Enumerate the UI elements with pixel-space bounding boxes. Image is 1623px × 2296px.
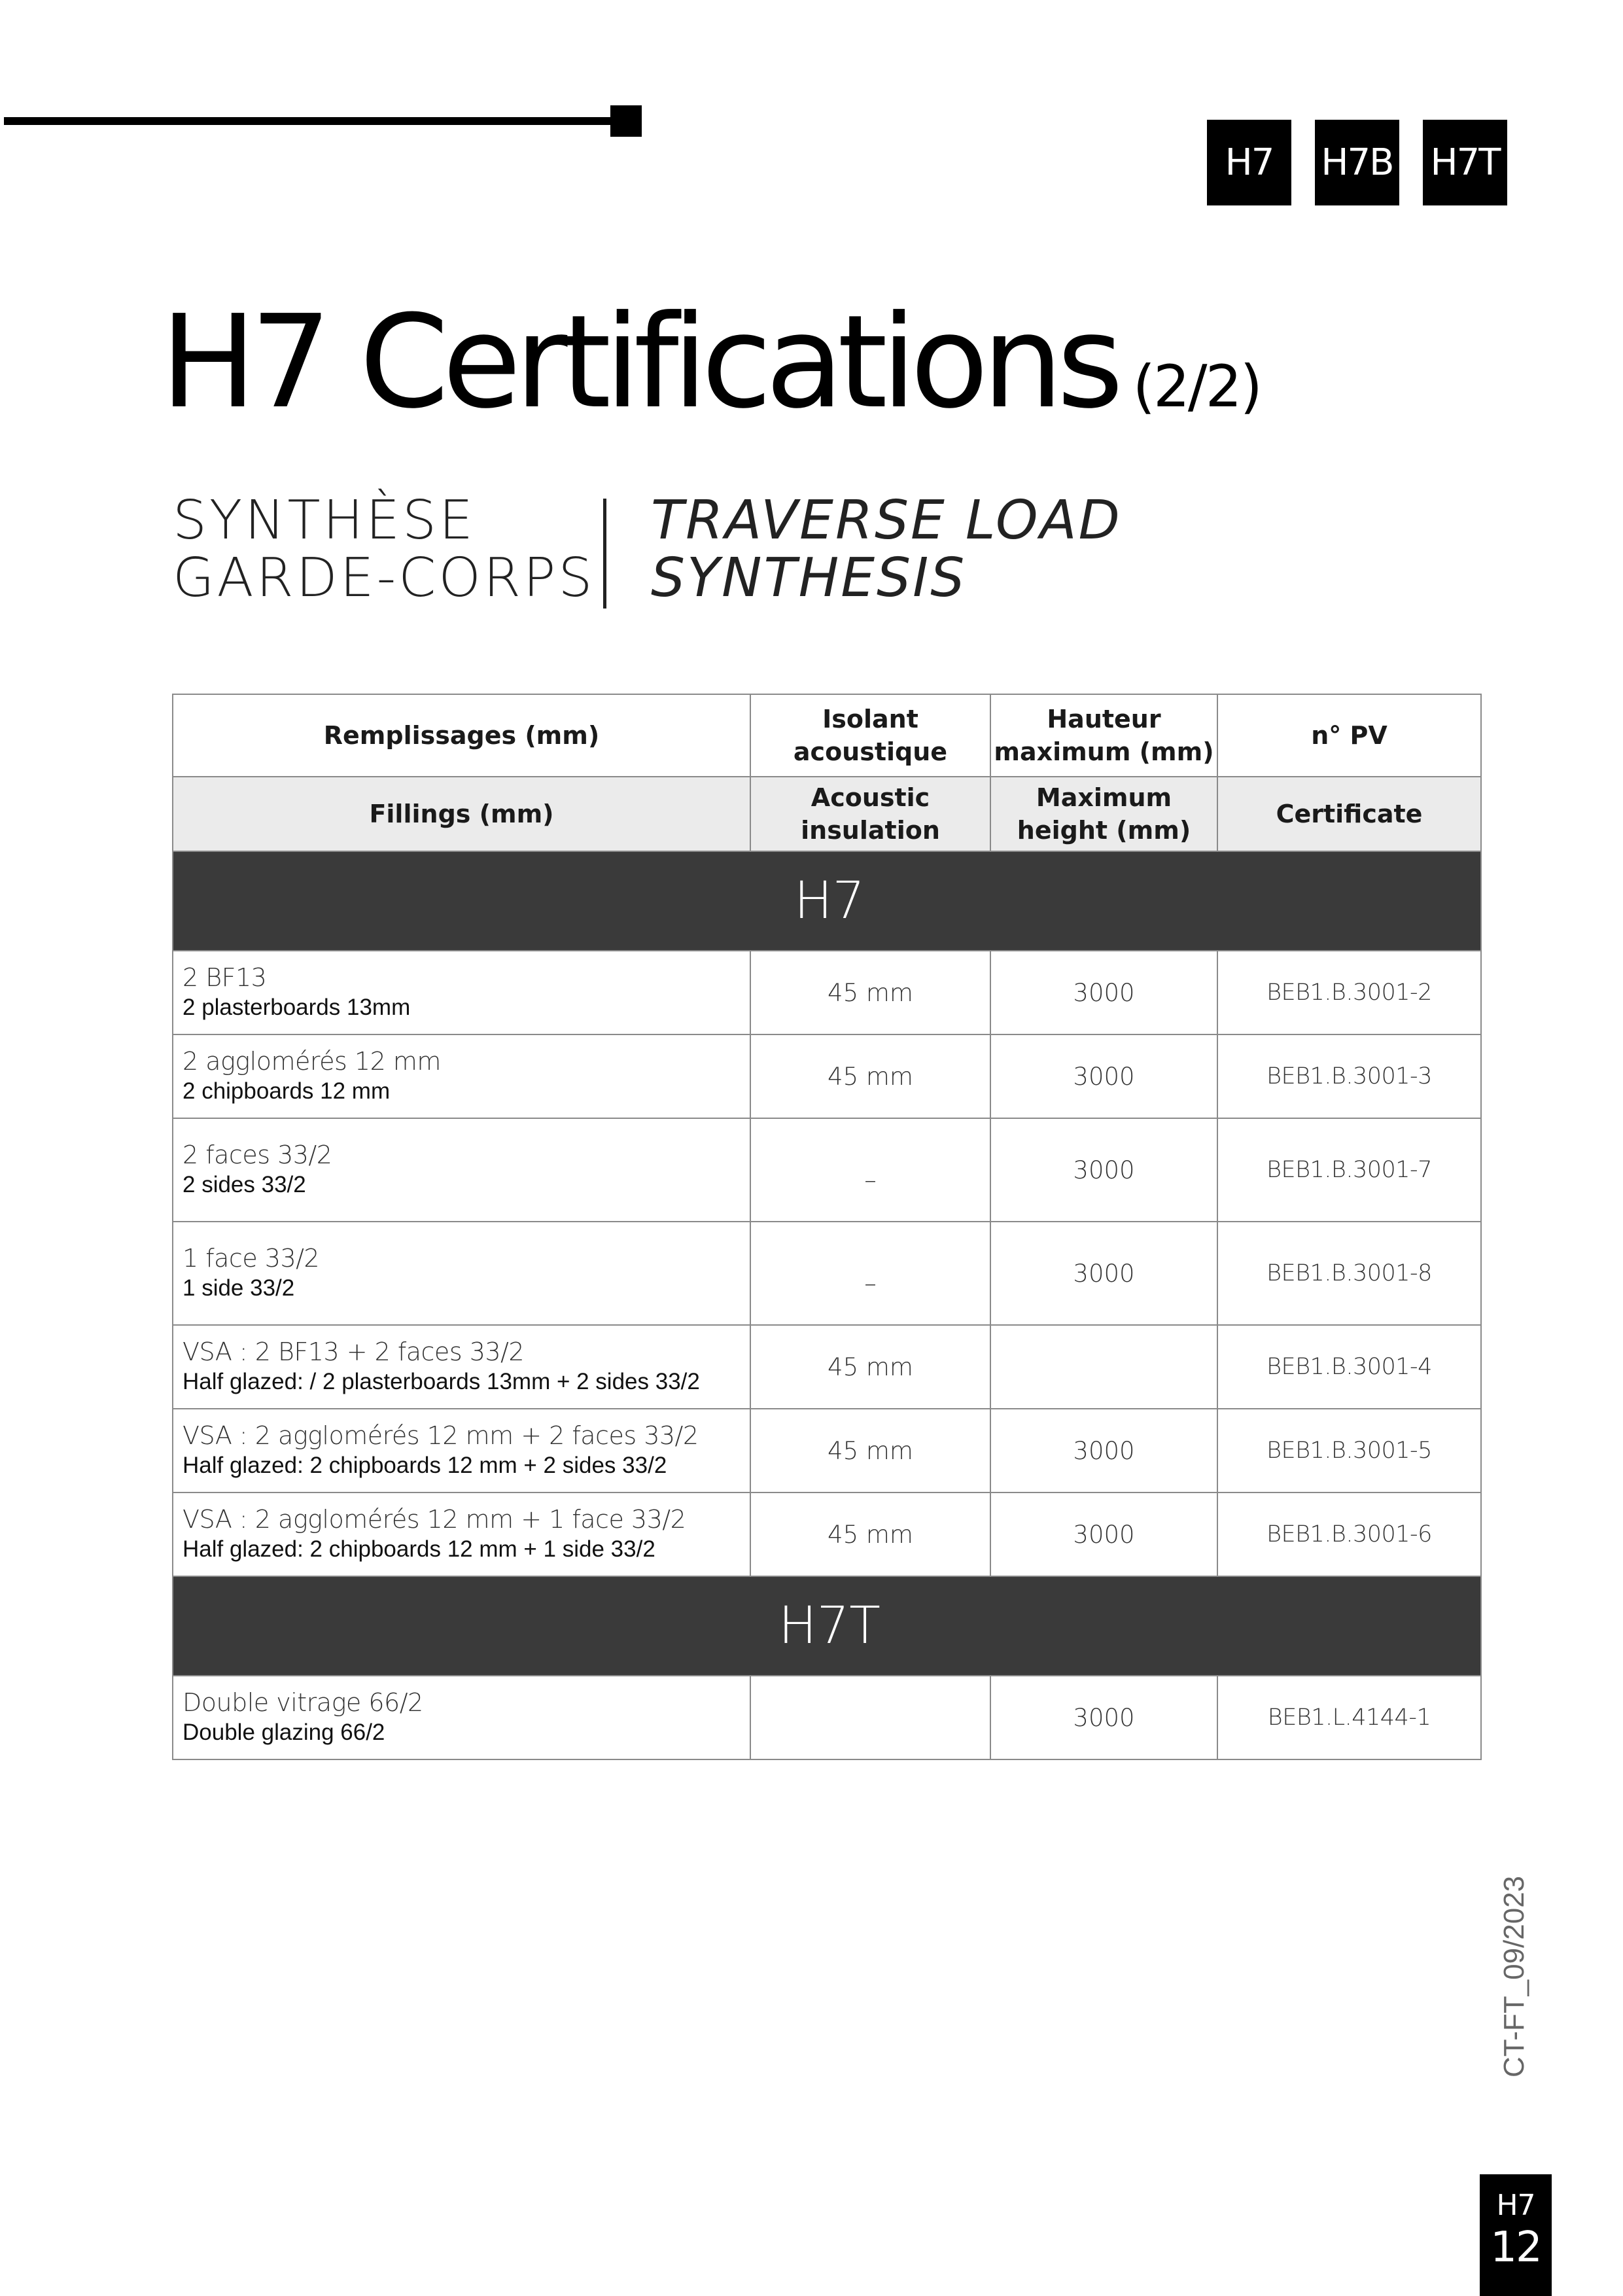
header-acoustic-fr bbox=[750, 694, 990, 777]
table-row bbox=[173, 1118, 1481, 1222]
certificate-cell: BEB1.B.3001-7 bbox=[1217, 1118, 1481, 1222]
header-acoustic-en-l2: insulation bbox=[801, 816, 940, 845]
header-acoustic-fr-l1: Isolant bbox=[822, 705, 918, 733]
filling-fr: 1 face 33/2 bbox=[183, 1244, 320, 1273]
header-height-en-l2: height (mm) bbox=[1017, 816, 1191, 845]
acoustic-cell: – bbox=[750, 1222, 990, 1325]
subtitle-en-line1: TRAVERSE LOAD bbox=[651, 489, 1122, 552]
certificate-cell: BEB1.B.3001-5 bbox=[1217, 1409, 1481, 1492]
page-title-main: H7 Certifications bbox=[160, 288, 1117, 437]
section-title: H7 bbox=[794, 872, 865, 930]
certificate-cell: BEB1.L.4144-1 bbox=[1217, 1676, 1481, 1759]
table-row bbox=[173, 1492, 1481, 1576]
filling-cell bbox=[173, 1325, 750, 1409]
filling-fr: 2 faces 33/2 bbox=[183, 1140, 332, 1169]
certificate-cell: BEB1.B.3001-3 bbox=[1217, 1034, 1481, 1118]
header-height-fr-l1: Hauteur bbox=[1047, 705, 1161, 733]
filling-cell bbox=[173, 1492, 750, 1576]
top-rule bbox=[4, 117, 619, 125]
badge-h7: H7 bbox=[1207, 120, 1291, 205]
header-row-en bbox=[173, 777, 1481, 851]
height-cell bbox=[990, 1325, 1217, 1409]
subtitle-fr bbox=[173, 489, 595, 609]
page-title bbox=[160, 288, 1261, 437]
filling-fr: VSA : 2 agglomérés 12 mm + 2 faces 33/2 bbox=[183, 1421, 699, 1450]
height-cell: 3000 bbox=[990, 1118, 1217, 1222]
filling-fr: VSA : 2 BF13 + 2 faces 33/2 bbox=[183, 1337, 525, 1366]
acoustic-cell: 45 mm bbox=[750, 951, 990, 1034]
badge-h7t: H7T bbox=[1423, 120, 1507, 205]
subtitle-divider bbox=[603, 499, 606, 609]
header-acoustic-en-l1: Acoustic bbox=[811, 783, 930, 812]
filling-cell bbox=[173, 1409, 750, 1492]
height-cell: 3000 bbox=[990, 1492, 1217, 1576]
table-row bbox=[173, 1325, 1481, 1409]
header-cert-en bbox=[1217, 777, 1481, 851]
page-tab bbox=[1480, 2174, 1552, 2296]
header-height-en bbox=[990, 777, 1217, 851]
filling-en: 2 plasterboards 13mm bbox=[183, 995, 411, 1020]
acoustic-cell: 45 mm bbox=[750, 1034, 990, 1118]
filling-en: 2 sides 33/2 bbox=[183, 1172, 306, 1197]
filling-cell bbox=[173, 951, 750, 1034]
filling-en: Half glazed: / 2 plasterboards 13mm + 2 sides 33/2 bbox=[183, 1369, 700, 1394]
filling-fr: 2 BF13 bbox=[183, 963, 267, 992]
height-cell: 3000 bbox=[990, 1409, 1217, 1492]
acoustic-cell: 45 mm bbox=[750, 1325, 990, 1409]
header-fillings-en-text: Fillings (mm) bbox=[369, 800, 554, 828]
filling-cell bbox=[173, 1676, 750, 1759]
filling-fr: Double vitrage 66/2 bbox=[183, 1688, 423, 1717]
section-title: H7T bbox=[778, 1597, 881, 1655]
filling-fr: VSA : 2 agglomérés 12 mm + 1 face 33/2 bbox=[183, 1505, 686, 1534]
header-acoustic-en bbox=[750, 777, 990, 851]
filling-en: 1 side 33/2 bbox=[183, 1275, 295, 1301]
section-row-h7 bbox=[173, 851, 1481, 951]
table-row bbox=[173, 1034, 1481, 1118]
document-reference: CT-FT_09/2023 bbox=[1498, 1875, 1530, 2077]
certificate-cell: BEB1.B.3001-4 bbox=[1217, 1325, 1481, 1409]
badge-h7b: H7B bbox=[1315, 120, 1399, 205]
header-acoustic-fr-l2: acoustique bbox=[793, 737, 948, 766]
acoustic-cell: 45 mm bbox=[750, 1409, 990, 1492]
top-rule-end-square bbox=[610, 105, 642, 137]
height-cell: 3000 bbox=[990, 1222, 1217, 1325]
certificate-cell: BEB1.B.3001-6 bbox=[1217, 1492, 1481, 1576]
acoustic-cell bbox=[750, 1676, 990, 1759]
header-fillings-fr-text: Remplissages (mm) bbox=[323, 721, 600, 750]
filling-en: Half glazed: 2 chipboards 12 mm + 2 sides 33/2 bbox=[183, 1453, 667, 1478]
certificate-cell: BEB1.B.3001-2 bbox=[1217, 951, 1481, 1034]
certificate-cell: BEB1.B.3001-8 bbox=[1217, 1222, 1481, 1325]
section-header bbox=[173, 851, 1481, 951]
acoustic-cell: – bbox=[750, 1118, 990, 1222]
header-fillings-fr bbox=[173, 694, 750, 777]
section-row-h7t bbox=[173, 1576, 1481, 1676]
subtitle-fr-line1: SYNTHÈSE bbox=[173, 489, 476, 552]
subtitle-en-line2: SYNTHESIS bbox=[651, 547, 967, 609]
page-number: 12 bbox=[1490, 2223, 1541, 2272]
table-row bbox=[173, 1222, 1481, 1325]
header-height-fr bbox=[990, 694, 1217, 777]
table-row bbox=[173, 1676, 1481, 1759]
filling-fr: 2 agglomérés 12 mm bbox=[183, 1047, 441, 1076]
acoustic-cell: 45 mm bbox=[750, 1492, 990, 1576]
table-row bbox=[173, 1409, 1481, 1492]
filling-en: 2 chipboards 12 mm bbox=[183, 1078, 391, 1104]
page-title-part: (2/2) bbox=[1132, 353, 1261, 420]
subtitle-en bbox=[651, 489, 1122, 609]
table-row bbox=[173, 951, 1481, 1034]
header-cert-fr bbox=[1217, 694, 1481, 777]
section-header bbox=[173, 1576, 1481, 1676]
header-cert-en-text: Certificate bbox=[1276, 800, 1423, 828]
height-cell: 3000 bbox=[990, 951, 1217, 1034]
height-cell: 3000 bbox=[990, 1676, 1217, 1759]
header-height-en-l1: Maximum bbox=[1036, 783, 1172, 812]
filling-cell bbox=[173, 1034, 750, 1118]
header-row-fr bbox=[173, 694, 1481, 777]
certification-table bbox=[172, 694, 1482, 1760]
header-height-fr-l2: maximum (mm) bbox=[994, 737, 1214, 766]
subtitle-fr-line2: GARDE-CORPS bbox=[173, 547, 595, 609]
filling-en: Half glazed: 2 chipboards 12 mm + 1 side 33/2 bbox=[183, 1536, 655, 1562]
filling-en: Double glazing 66/2 bbox=[183, 1720, 385, 1745]
filling-cell bbox=[173, 1222, 750, 1325]
height-cell: 3000 bbox=[990, 1034, 1217, 1118]
filling-cell bbox=[173, 1118, 750, 1222]
page-tab-label: H7 bbox=[1496, 2189, 1535, 2222]
header-fillings-en bbox=[173, 777, 750, 851]
header-cert-fr-text: n° PV bbox=[1311, 721, 1387, 750]
